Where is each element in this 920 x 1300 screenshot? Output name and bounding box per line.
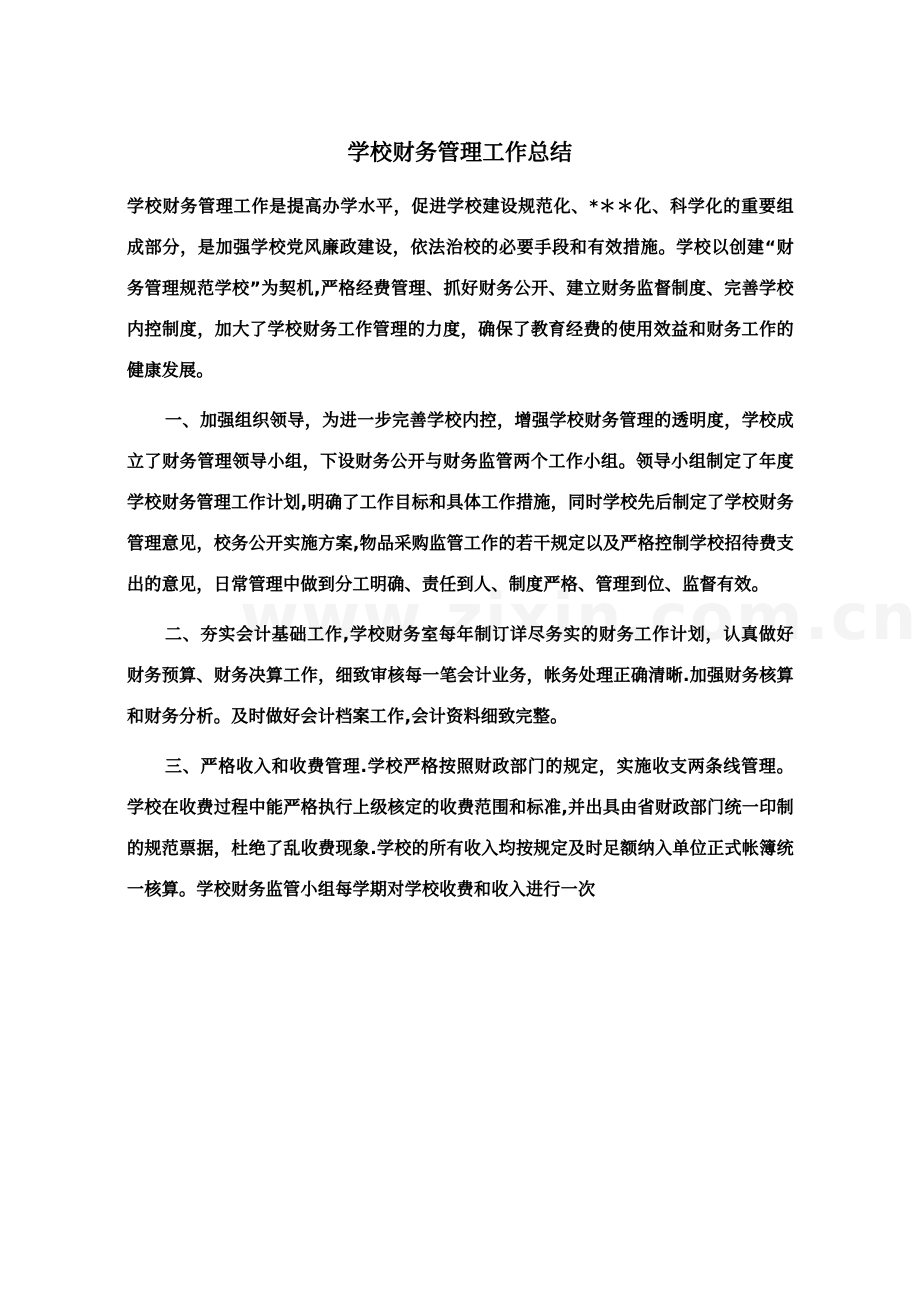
section-2-paragraph: 二、夯实会计基础工作,学校财务室每年制订详尽务实的财务工作计划，认真做好财务预算、财务决算工作，细致审核每一笔会计业务，帐务处理正确清晰.加强财务核算和财务分析。及时做好会计档案工作,会计资料细致完整。	[127, 625, 794, 727]
section-1-paragraph: 一、加强组织领导，为进一步完善学校内控，增强学校财务管理的透明度，学校成立了财务管理领导小组，下设财务公开与财务监管两个工作小组。领导小组制定了年度学校财务管理工作计划,明确了工作目标和具体工作措施，同时学校先后制定了学校财务管理意见，校务公开实施方案,物品采购监管工作的若干规定以及严格控制学校招待费支出的意见，日常管理中做到分工明确、责任到人、制度严格、管理到位、监督有效。	[127, 411, 794, 595]
section-3-paragraph: 三、严格收入和收费管理.学校严格按照财政部门的规定，实施收支两条线管理。学校在收费过程中能严格执行上级核定的收费范围和标准,并出具由省财政部门统一印制的规范票据，杜绝了乱收费现象.学校的所有收入均按规定及时足额纳入单位正式帐簿统一核算。学校财务监管小组每学期对学校收费和收入进行一次	[127, 757, 794, 900]
document-title: 学校财务管理工作总结	[347, 141, 573, 166]
intro-paragraph: 学校财务管理工作是提高办学水平，促进学校建设规范化、*＊＊化、科学化的重要组成部分，是加强学校党风廉政建设，依法治校的必要手段和有效措施。学校以创建“财务管理规范学校”为契机,严格经费管理、抓好财务公开、建立财务监督制度、完善学校内控制度，加大了学校财务工作管理的力度，确保了教育经费的使用效益和财务工作的健康发展。	[127, 197, 794, 381]
document-body	[127, 187, 794, 911]
